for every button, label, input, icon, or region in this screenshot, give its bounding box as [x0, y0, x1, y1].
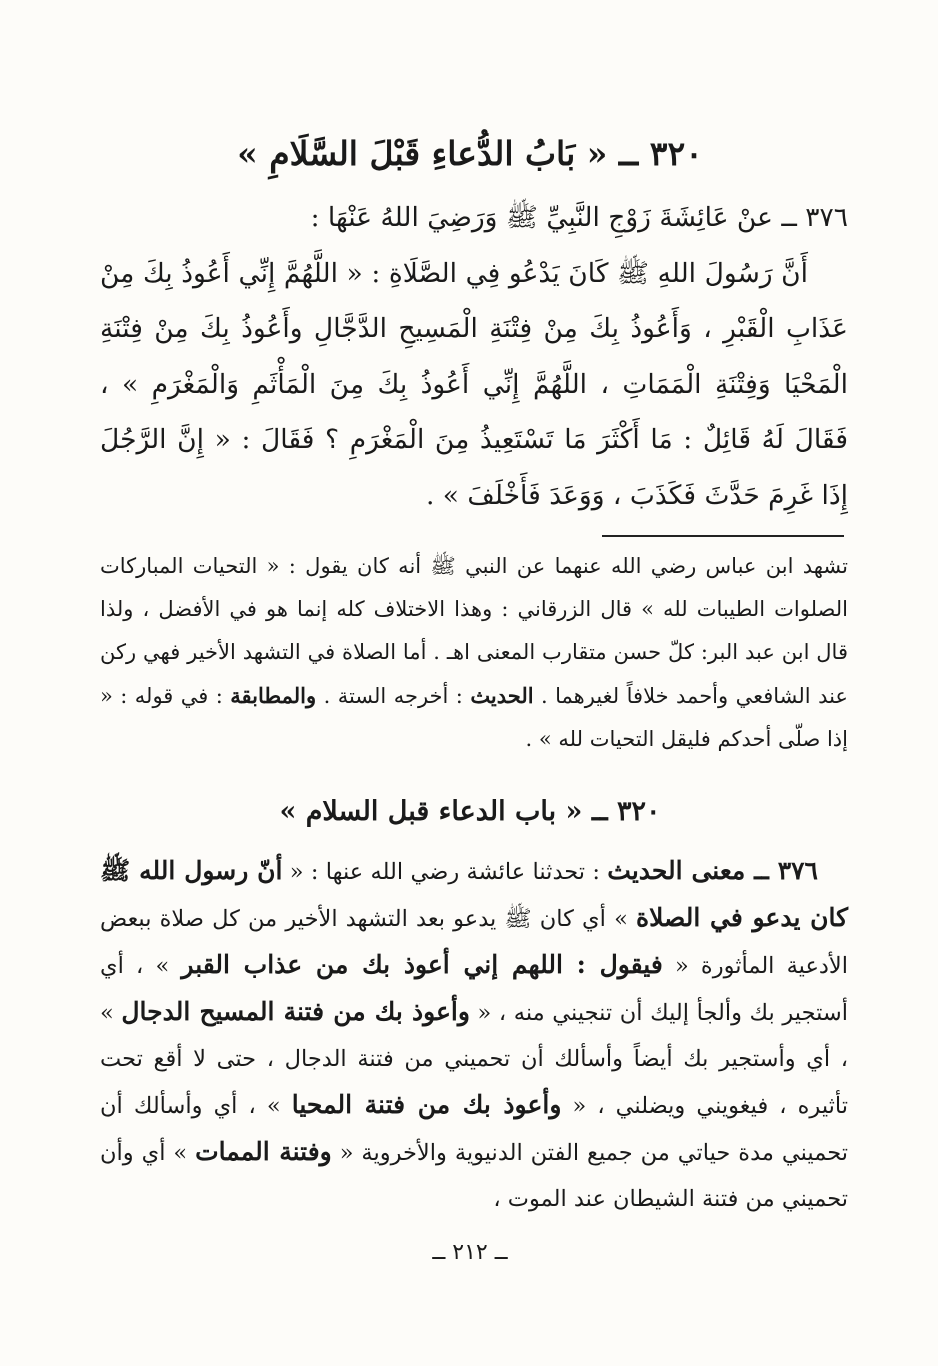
- footnote-divider: [602, 535, 844, 537]
- hadith-matn: أَنَّ رَسُولَ اللهِ ﷺ كَانَ يَدْعُو فِي الصَّلَاةِ : « اللَّهُمَّ إِنِّي أَعُوذُ بِكَ مِنْ عَذَابِ الْقَبْرِ ، وَأَعُوذُ بِكَ مِنْ فِتْنَةِ الْمَسِيحِ الدَّجَّالِ وأَعُوذُ بِكَ مِنْ فِتْنَةِ الْمَحْيَا وَفِتْنَةِ الْمَمَاتِ ، اللَّهُمَّ إِنِّي أَعُوذُ بِكَ مِنَ الْمَأْثَمِ وَالْمَغْرَمِ » ، فَقَالَ لَهُ قَائِلٌ : مَا أَكْثَرَ مَا تَسْتَعِيذُ مِنَ الْمَغْرَمِ ؟ فَقَالَ : « إِنَّ الرَّجُلَ إِذَا غَرِمَ حَدَّثَ فَكَذَبَ ، وَوَعَدَ فَأَخْلَفَ » .: [100, 257, 848, 511]
- footnote-hadith-label: الحديث: [470, 683, 534, 708]
- commentary-quote: وأعوذ بك من فتنة المسيح الدجال: [121, 997, 470, 1026]
- commentary-text: » ، أي وأستجير بك أيضاً وأسألك أن تحميني من فتنة الدجال ، حتى لا أقع تحت تأثيره ، فيغويني ويضلني ، «: [100, 1000, 848, 1119]
- commentary-text: : تحدثنا عائشة رضي الله عنها : «: [289, 859, 600, 885]
- hadith-isnad: ٣٧٦ ــ عنْ عَائِشَةَ زَوْجِ النَّبِيِّ ﷺ وَرَضِيَ اللهُ عَنْهَا :: [310, 202, 848, 233]
- commentary-quote: وفتنة الممات: [195, 1137, 332, 1166]
- hadith-text: [100, 190, 848, 523]
- footnote-text: تشهد ابن عباس رضي الله عنهما عن النبي ﷺ أنه كان يقول : « التحيات المباركات الصلوات الطيبات لله » قال الزرقاني : وهذا الاختلاف كله إنما هو في الأفضل ، ولذا قال ابن عبد البر: كلّ حسن متقارب المعنى اهـ . أما الصلاة في التشهد الأخير فهي ركن عند الشافعي وأحمد خلافاً لغيرهما .: [100, 554, 848, 708]
- chapter-heading: ٣٢٠ ــ « بَابُ الدُّعاءِ قَبْلَ السَّلَامِ »: [237, 134, 703, 173]
- footnote: [100, 545, 848, 761]
- footnote-mutabaqa-text: : في قوله : « إذا صلّى أحدكم فليقل التحيات لله » .: [100, 684, 848, 751]
- commentary-heading: ٣٢٠ ــ « باب الدعاء قبل السلام »: [279, 796, 661, 827]
- commentary-label: ٣٧٦ ــ معنى الحديث: [607, 856, 818, 885]
- footnote-mutabaqa-label: والمطابقة: [230, 683, 317, 708]
- footnote-takhrij: : أخرجه الستة .: [323, 684, 463, 708]
- footnote-paragraph: [100, 545, 848, 761]
- commentary-quote: فيقول : اللهم إني أعوذ بك من عذاب القبر: [181, 950, 663, 979]
- commentary-quote: أنّ رسول الله ﷺ كان يدعو في الصلاة: [100, 856, 849, 932]
- commentary-text: » أي كان ﷺ يدعو بعد التشهد الأخير من كل صلاة ببعض الأدعية المأثورة «: [100, 906, 848, 979]
- commentary-text: » ، أي أستجير بك وألجأ إليك أن تنجيني منه ، «: [100, 953, 849, 1026]
- commentary-quote: وأعوذ بك من فتنة المحيا: [291, 1090, 562, 1119]
- commentary: [100, 848, 848, 1222]
- page-number: ــ ٢١٢ ــ: [432, 1240, 508, 1265]
- commentary-paragraph: [100, 848, 848, 1222]
- commentary-text: » أي وأن تحميني من فتنة الشيطان عند الموت ،: [100, 1140, 848, 1212]
- commentary-text: » ، أي وأسألك أن تحميني مدة حياتي من جميع الفتن الدنيوية والأخروية «: [100, 1093, 849, 1166]
